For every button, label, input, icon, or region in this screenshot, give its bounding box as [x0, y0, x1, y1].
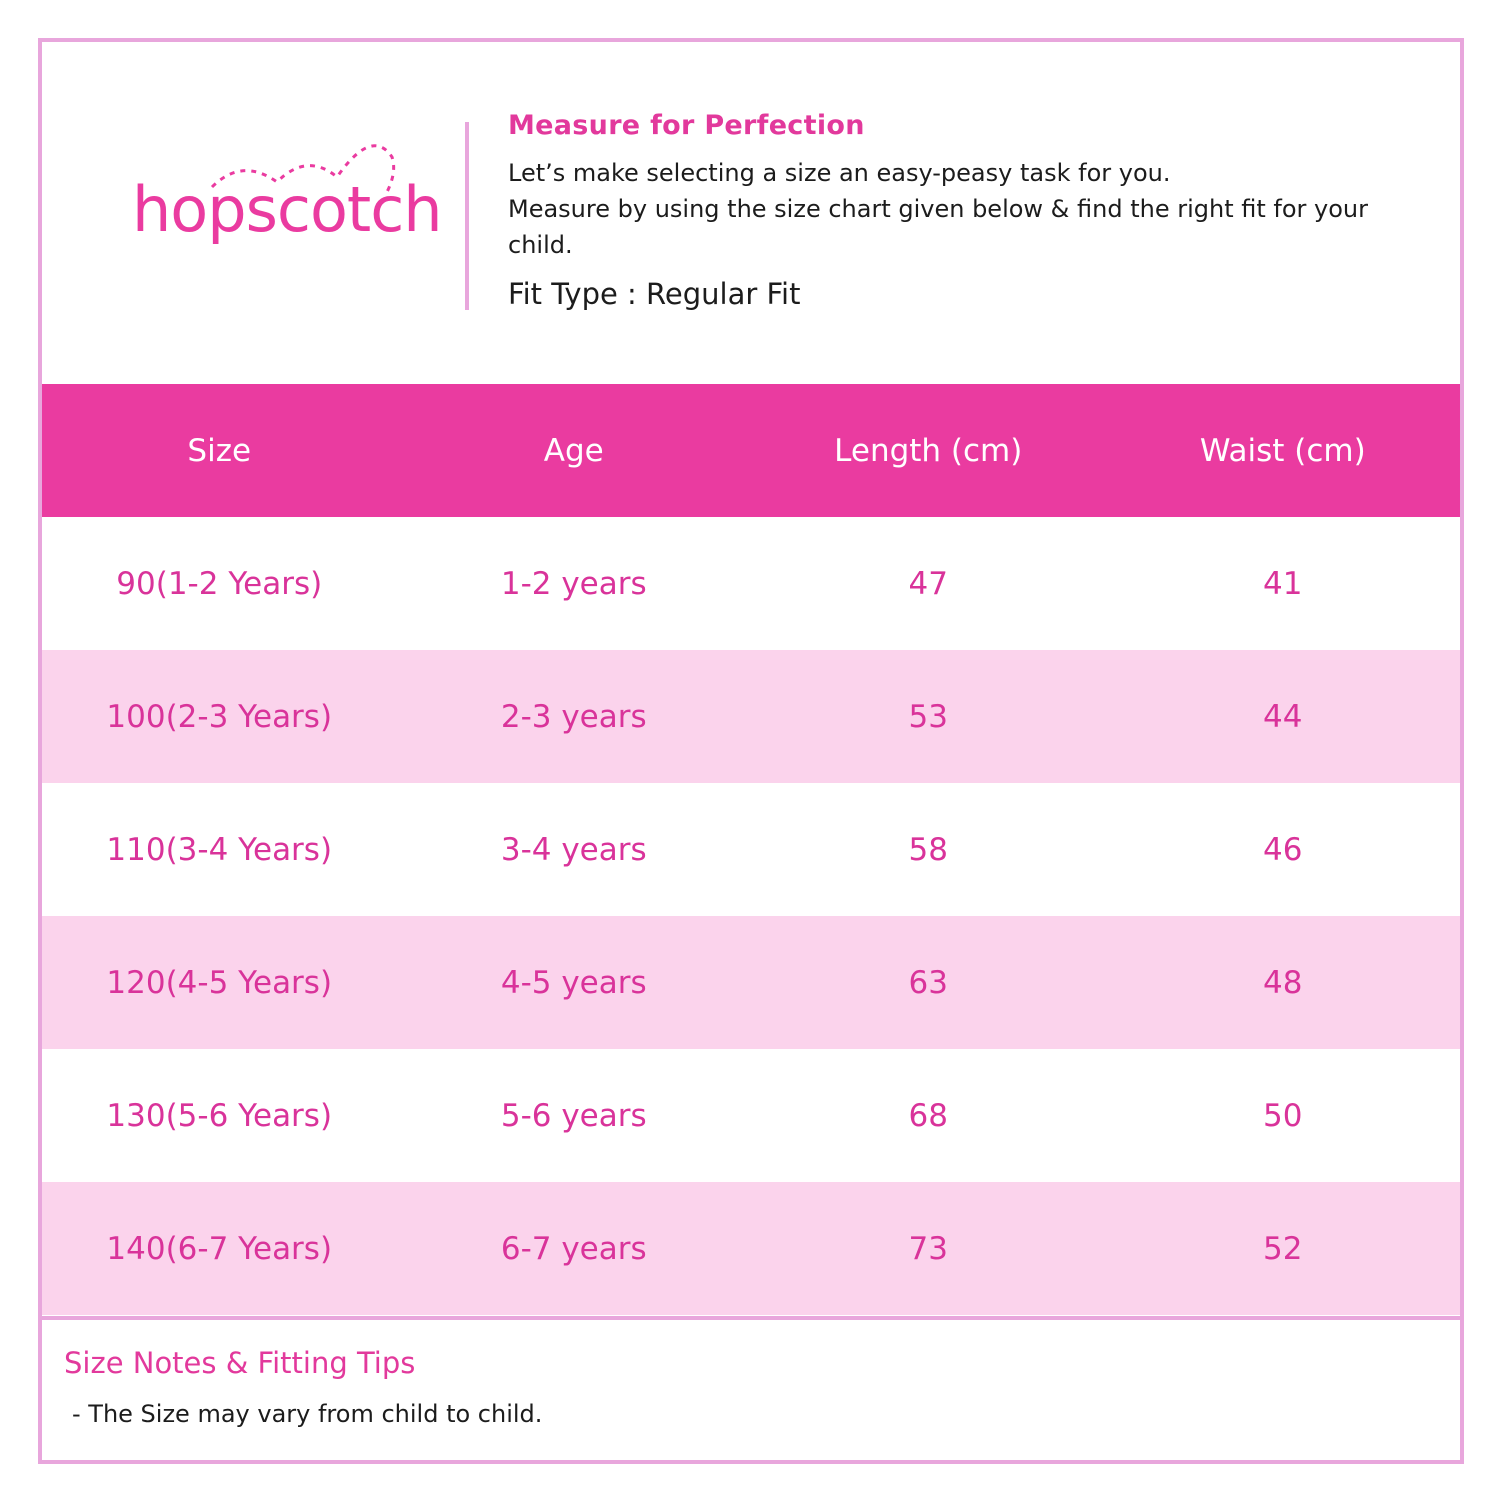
- column-header-size: Size: [42, 384, 397, 517]
- cell-length: 47: [751, 517, 1106, 650]
- cell-age: 5-6 years: [397, 1049, 752, 1182]
- cell-size: 120(4-5 Years): [42, 916, 397, 1049]
- column-header-waist: Waist (cm): [1106, 384, 1461, 517]
- cell-age: 6-7 years: [397, 1182, 752, 1315]
- cell-size: 130(5-6 Years): [42, 1049, 397, 1182]
- cell-age: 4-5 years: [397, 916, 752, 1049]
- cell-length: 63: [751, 916, 1106, 1049]
- table-row: [42, 517, 1460, 650]
- header-divider: [465, 122, 469, 310]
- cell-length: 68: [751, 1049, 1106, 1182]
- size-table: [42, 384, 1460, 1315]
- cell-size: 140(6-7 Years): [42, 1182, 397, 1315]
- intro-line-2: Measure by using the size chart given below & find the right fit for your child.: [508, 195, 1368, 259]
- brand-logo: [132, 137, 442, 267]
- brand-name: hopscotch: [132, 173, 442, 246]
- cell-age: 2-3 years: [397, 650, 752, 783]
- cell-waist: 50: [1106, 1049, 1461, 1182]
- notes-line: - The Size may vary from child to child.: [72, 1400, 543, 1428]
- size-chart-card: [38, 38, 1464, 1464]
- cell-size: 90(1-2 Years): [42, 517, 397, 650]
- cell-waist: 48: [1106, 916, 1461, 1049]
- header: [42, 42, 1460, 384]
- cell-waist: 52: [1106, 1182, 1461, 1315]
- notes-title: Size Notes & Fitting Tips: [64, 1346, 416, 1380]
- column-header-length: Length (cm): [751, 384, 1106, 517]
- fit-type: Fit Type : Regular Fit: [508, 277, 801, 311]
- table-row: [42, 783, 1460, 916]
- cell-age: 3-4 years: [397, 783, 752, 916]
- column-header-age: Age: [397, 384, 752, 517]
- table-row: [42, 1182, 1460, 1315]
- cell-length: 73: [751, 1182, 1106, 1315]
- cell-size: 100(2-3 Years): [42, 650, 397, 783]
- cell-waist: 41: [1106, 517, 1461, 650]
- table-header-row: [42, 384, 1460, 517]
- cell-waist: 46: [1106, 783, 1461, 916]
- cell-size: 110(3-4 Years): [42, 783, 397, 916]
- table-row: [42, 650, 1460, 783]
- intro-line-1: Let’s make selecting a size an easy-peasy task for you.: [508, 159, 1171, 187]
- table-row: [42, 916, 1460, 1049]
- cell-length: 58: [751, 783, 1106, 916]
- cell-waist: 44: [1106, 650, 1461, 783]
- cell-length: 53: [751, 650, 1106, 783]
- table-row: [42, 1049, 1460, 1182]
- size-notes: [42, 1316, 1460, 1464]
- cell-age: 1-2 years: [397, 517, 752, 650]
- intro-block: [508, 110, 1408, 311]
- intro-title: Measure for Perfection: [508, 110, 865, 141]
